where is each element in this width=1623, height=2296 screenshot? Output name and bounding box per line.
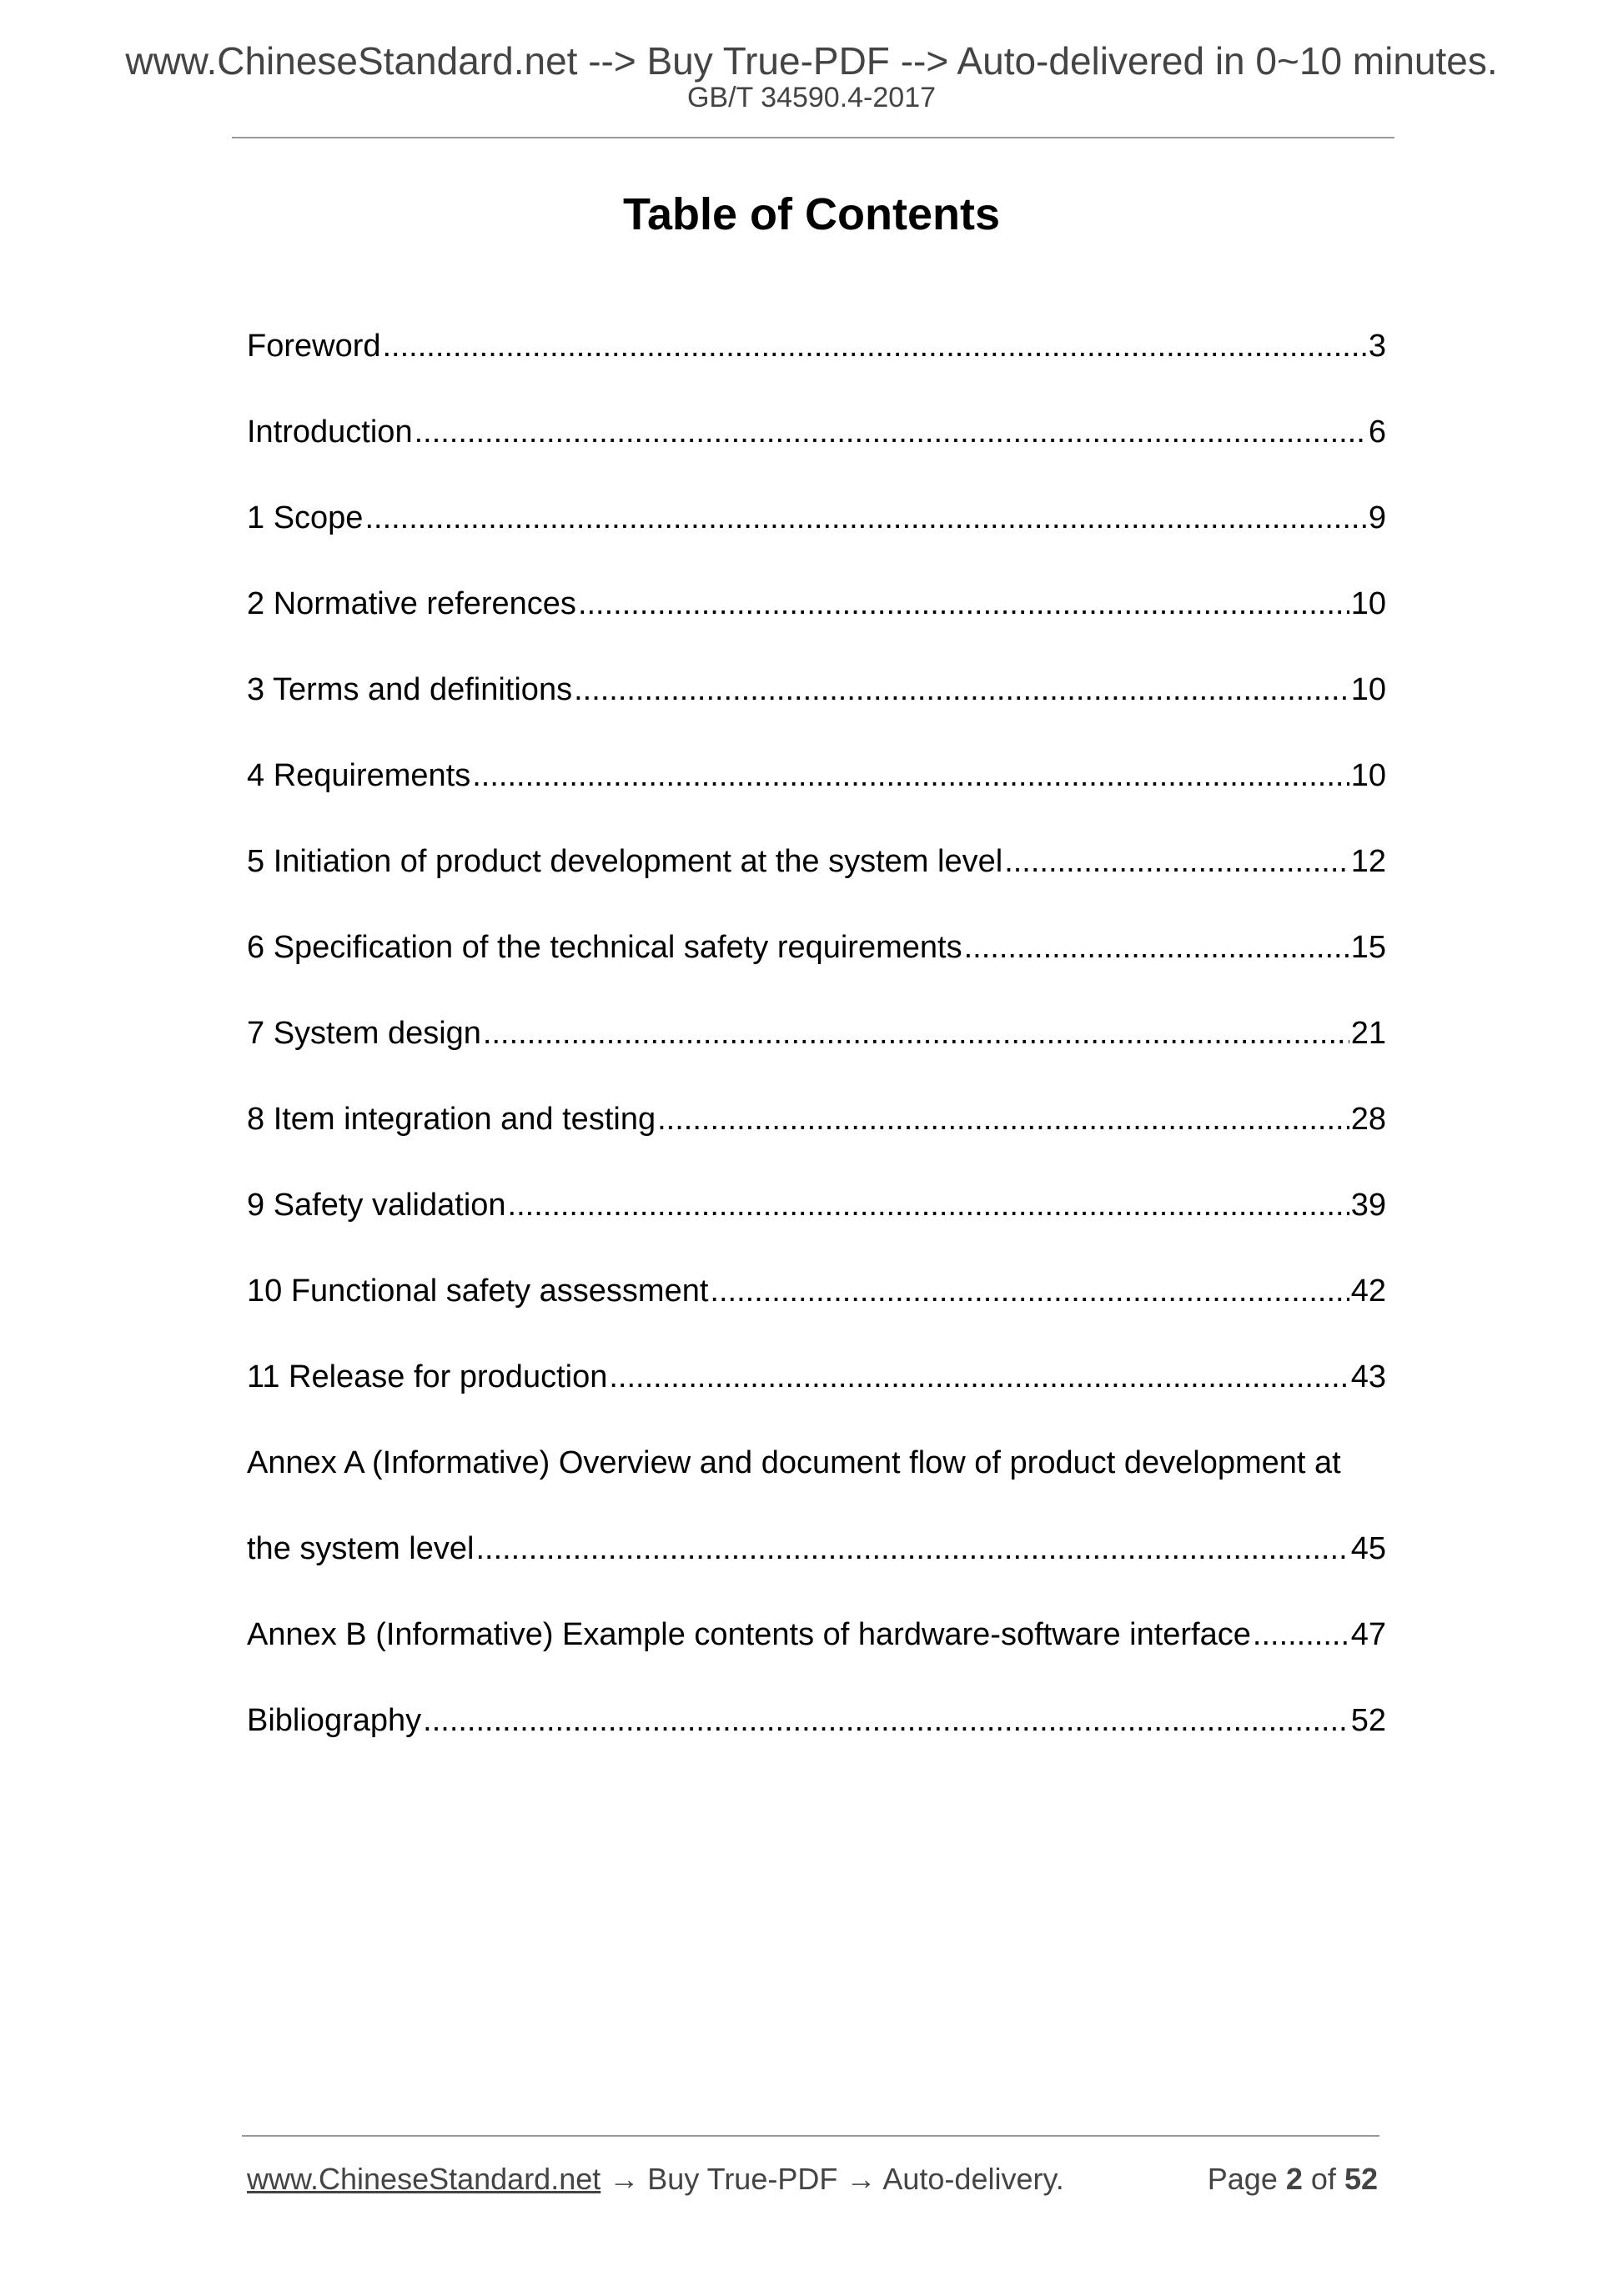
toc-entry-page: 28 [1350,1102,1386,1137]
toc-entry-label: 2 Normative references [247,586,576,621]
footer-delivery-text: Auto-delivery. [882,2162,1064,2196]
toc-dot-leader [423,1698,1349,1743]
toc-entry-scope[interactable] [247,495,1386,581]
footer-site-link[interactable]: www.ChineseStandard.net [247,2162,601,2196]
current-page: 2 [1285,2162,1303,2196]
toc-entry-annex-b[interactable] [247,1612,1386,1698]
toc-entry-foreword[interactable] [247,324,1386,409]
toc-entry-label: 5 Initiation of product development at the system level [247,844,1003,879]
toc-entry-page: 43 [1350,1359,1386,1394]
toc-entry-page: 10 [1350,586,1386,621]
arrow-right-icon: → [846,2162,877,2196]
toc-entry-page: 42 [1350,1274,1386,1309]
toc-entry-bibliography[interactable] [247,1698,1386,1784]
toc-dot-leader [508,1183,1349,1228]
footer-buy-text: Buy True-PDF [647,2162,838,2196]
toc-entry-safety-validation[interactable] [247,1183,1386,1269]
toc-dot-leader [657,1097,1349,1142]
header-divider [232,137,1394,138]
toc-entry-label: 3 Terms and definitions [247,672,573,707]
toc-entry-system-design[interactable] [247,1011,1386,1097]
toc-entry-functional-safety-assessment[interactable] [247,1269,1386,1354]
toc-entry-annex-a-line1[interactable] [247,1440,1386,1526]
toc-dot-leader [578,581,1349,626]
toc-entry-label: 4 Requirements [247,758,471,793]
header-banner: www.ChineseStandard.net --> Buy True-PDF --> Auto-delivered in 0~10 minutes. [125,39,1498,83]
toc-entry-release-for-production[interactable] [247,1354,1386,1440]
toc-entry-item-integration[interactable] [247,1097,1386,1183]
toc-entry-page: 45 [1350,1531,1386,1566]
toc-dot-leader [1004,839,1349,884]
toc-entry-page: 47 [1350,1617,1386,1652]
toc-dot-leader [383,324,1367,369]
toc-entry-label: 7 System design [247,1016,481,1051]
toc-dot-leader [415,409,1367,455]
toc-dot-leader [574,667,1349,712]
toc-dot-leader [472,753,1349,798]
toc-entry-label: 1 Scope [247,500,364,535]
toc-entry-page: 12 [1350,844,1386,879]
page-number [1208,2158,1378,2200]
toc-dot-leader [710,1269,1349,1314]
toc-dot-leader [964,925,1349,970]
toc-entry-terms-and-definitions[interactable] [247,667,1386,753]
toc-entry-page: 9 [1368,500,1386,535]
standard-code: GB/T 34590.4-2017 [686,82,937,113]
toc-entry-label: Introduction [247,414,413,450]
page-word: Page [1207,2162,1278,2196]
toc-dot-leader [483,1011,1349,1056]
toc-entry-introduction[interactable] [247,409,1386,495]
toc-entry-page: 52 [1350,1703,1386,1738]
toc-entry-page: 3 [1368,329,1386,364]
toc-entry-label: 11 Release for production [247,1359,608,1394]
toc-entry-label: Foreword [247,329,381,364]
toc-entry-label: Annex B (Informative) Example contents of hardware-software interface [247,1617,1251,1652]
toc-entry-page: 39 [1350,1188,1386,1223]
toc-entry-normative-references[interactable] [247,581,1386,667]
toc-dot-leader [364,495,1366,540]
toc-entry-label: Bibliography [247,1703,422,1738]
toc-entry-technical-safety-requirements[interactable] [247,925,1386,1011]
footer-divider [242,2135,1379,2137]
toc-entry-page: 6 [1368,414,1386,450]
toc-entry-label: 8 Item integration and testing [247,1102,656,1137]
toc-dot-leader [1253,1612,1349,1657]
footer-links [247,2158,1064,2200]
toc-entry-requirements[interactable] [247,753,1386,839]
toc-entry-page: 10 [1350,672,1386,707]
toc-entry-page: 10 [1350,758,1386,793]
of-word: of [1310,2162,1336,2196]
page-title: Table of Contents [623,189,1000,239]
toc-entry-initiation[interactable] [247,839,1386,925]
toc-entry-label: 6 Specification of the technical safety requirements [247,930,962,965]
toc-dot-leader [475,1526,1349,1571]
total-pages: 52 [1344,2162,1378,2196]
toc-entry-annex-a-line2[interactable] [247,1526,1386,1612]
toc-entry-label: 10 Functional safety assessment [247,1274,709,1309]
toc-entry-page: 21 [1350,1016,1386,1051]
toc-dot-leader [609,1354,1349,1399]
toc-entry-page: 15 [1350,930,1386,965]
arrow-right-icon: → [609,2162,640,2196]
toc-entry-label: 9 Safety validation [247,1188,506,1223]
toc-entry-label: the system level [247,1531,475,1566]
toc-entry-label: Annex A (Informative) Overview and document flow of product development at [247,1445,1341,1480]
table-of-contents [247,324,1386,1784]
